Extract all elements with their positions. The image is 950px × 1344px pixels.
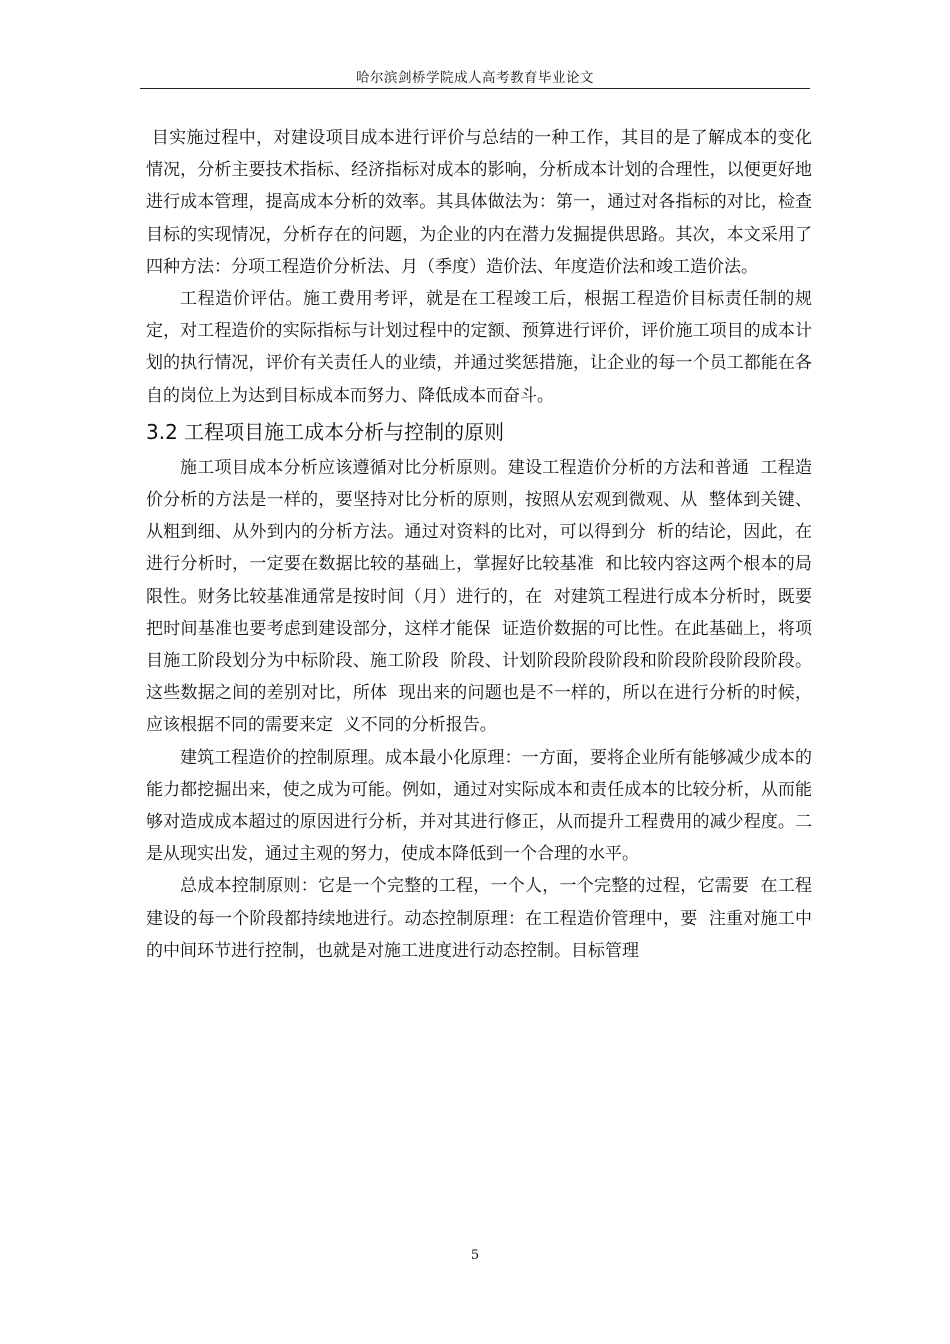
body-paragraph-4: 建筑工程造价的控制原理。成本最小化原理：一方面，要将企业所有能够减少成本的能力都挖掘出来，使之成为可能。例如，通过对实际成本和责任成本的比较分析，从而能够对造成成本超过的原因进行分析，并对其进行修正，从而提升工程费用的减少程度。二是从现实出发，通过主观的努力，使成本降低到一个合理的水平。: [146, 747, 812, 865]
body-paragraph-3: 施工项目成本分析应该遵循对比分析原则。建设工程造价分析的方法和普通 工程造价分析的方法是一样的，要坚持对比分析的原则，按照从宏观到微观、从 整体到关键、从粗到细、从外到内的分析方法。通过对资料的比对，可以得到分 析的结论，因此，在进行分析时，一定要在数据比较的基础上，掌握好比较基准 和比较内容这两个根本的局限性。财务比较基准通常是按时间（月）进行的，在 对建筑工程进行成本分析时，既要把时间基准也要考虑到建设部分，这样才能保 证造价数据的可比性。在此基础上，将项目施工阶段划分为中标阶段、施工阶段 阶段、计划阶段阶段阶段和阶段阶段阶段阶段。这些数据之间的差别对比，所体 现出来的问题也是不一样的，所以在进行分析的时候，应该根据不同的需要来定 义不同的分析报告。: [146, 457, 812, 736]
section-heading: 3.2 工程项目施工成本分析与控制的原则: [146, 419, 505, 444]
running-header: 哈尔滨剑桥学院成人高考教育毕业论文: [356, 70, 594, 86]
header-rule: [140, 88, 810, 89]
body-paragraph-1: 目实施过程中，对建设项目成本进行评价与总结的一种工作，其目的是了解成本的变化情况，分析主要技术指标、经济指标对成本的影响，分析成本计划的合理性，以便更好地进行成本管理，提高成本分析的效率。其具体做法为：第一，通过对各指标的对比，检查目标的实现情况，分析存在的问题，为企业的内在潜力发掘提供思路。其次，本文采用了四种方法：分项工程造价分析法、月（季度）造价法、年度造价法和竣工造价法。: [146, 128, 813, 277]
body-paragraph-5: 总成本控制原则：它是一个完整的工程，一个人，一个完整的过程，它需要 在工程建设的每一个阶段都持续地进行。动态控制原理：在工程造价管理中，要 注重对施工中的中间环节进行控制，也就是对施工进度进行动态控制。目标管理: [146, 876, 812, 961]
page-number: 5: [470, 1248, 480, 1263]
body-paragraph-2: 工程造价评估。施工费用考评，就是在工程竣工后，根据工程造价目标责任制的规定，对工程造价的实际指标与计划过程中的定额、预算进行评价，评价施工项目的成本计划的执行情况，评价有关责任人的业绩，并通过奖惩措施，让企业的每一个员工都能在各自的岗位上为达到目标成本而努力、降低成本而奋斗。: [146, 289, 812, 406]
document-body: [146, 122, 812, 967]
